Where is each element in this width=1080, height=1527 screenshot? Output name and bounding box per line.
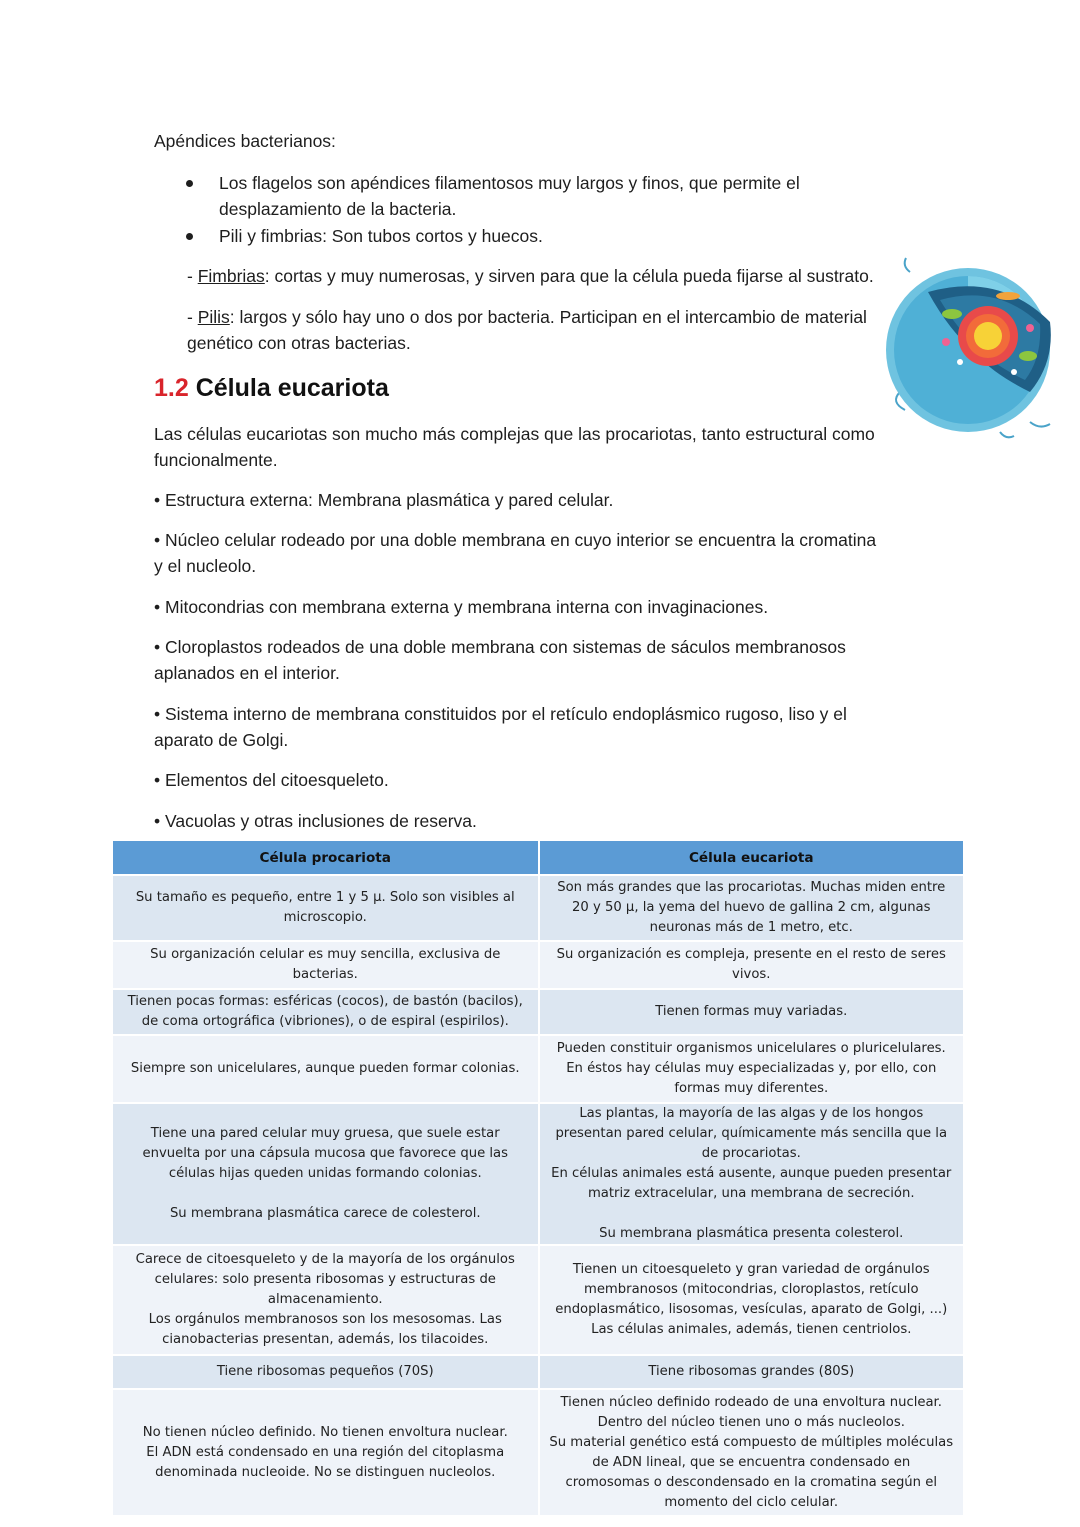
cell-text-line: Tienen núcleo definido rodeado de una envoltura nuclear. <box>560 1394 942 1410</box>
cell-text-line: membranosos (mitocondrias, cloroplastos, retículo <box>583 1282 919 1297</box>
comparison-table <box>113 841 965 1515</box>
cell-text-line: microscopio. <box>283 910 367 925</box>
fimbrias-paragraph: - Fimbrias: cortas y muy numerosas, y sirven para que la célula pueda fijarse al sustrato. <box>187 266 874 286</box>
cell-text-line: de ADN lineal, que se encuentra condensado en <box>592 1454 911 1470</box>
table-row <box>113 875 964 941</box>
cell-prokaryote <box>113 1389 539 1515</box>
appendices-heading: Apéndices bacterianos: <box>154 131 336 151</box>
feature-membrane-system-line1: • Sistema interno de membrana constituidos por el retículo endoplásmico rugoso, liso y el <box>154 704 847 724</box>
cell-text-line: Tienen un citoesqueleto y gran variedad de orgánulos <box>572 1262 930 1277</box>
cell-text-line: formas muy diferentes. <box>674 1081 829 1096</box>
cell-text-line: denominada nucleoide. No se distinguen nucleolos. <box>155 1464 496 1480</box>
cell-text-line: Tiene una pared celular muy gruesa, que suele estar <box>150 1126 500 1141</box>
table-row <box>113 989 964 1035</box>
cell-eukaryote <box>539 1035 965 1103</box>
cell-text-line: Tiene ribosomas pequeños (70S) <box>216 1364 434 1379</box>
pilis-paragraph: - Pilis: largos y sólo hay uno o dos por bacteria. Participan en el intercambio de material <box>187 307 867 327</box>
cell-text-line: Su tamaño es pequeño, entre 1 y 5 μ. Solo son visibles al <box>135 890 515 905</box>
cell-text-line: Los orgánulos membranosos son los mesosomas. Las <box>148 1312 502 1327</box>
cell-text-line: células hijas queden unidas formando colonias. <box>168 1166 482 1181</box>
cell-text-line: Las células animales, además, tienen centriolos. <box>591 1322 912 1337</box>
table-row <box>113 941 964 989</box>
table-row <box>113 1389 964 1515</box>
cell-text-line: 20 y 50 μ, la yema del huevo de gallina 2 cm, algunas <box>571 900 931 915</box>
cell-text-line: No tienen núcleo definido. No tienen envoltura nuclear. <box>142 1424 508 1440</box>
cell-text-line: Tiene ribosomas grandes (80S) <box>648 1364 855 1379</box>
cell-eukaryote <box>539 1245 965 1355</box>
pilis-term: Pilis <box>197 307 230 327</box>
header-prokaryote: Célula procariota <box>113 841 539 875</box>
cell-text-line: cianobacterias presentan, además, los tilacoides. <box>162 1332 489 1347</box>
cell-text-line: Siempre son unicelulares, aunque pueden formar colonias. <box>130 1061 520 1076</box>
feature-chloroplasts-line1: • Cloroplastos rodeados de una doble membrana con sistemas de sáculos membranosos <box>154 637 846 657</box>
feature-nucleus-line1: • Núcleo celular rodeado por una doble membrana en cuyo interior se encuentra la cromatina <box>154 530 877 550</box>
cell-text-line: momento del ciclo celular. <box>664 1494 839 1510</box>
feature-external-structure: • Estructura externa: Membrana plasmática y pared celular. <box>154 490 614 510</box>
intro-line2: funcionalmente. <box>154 450 278 470</box>
cell-text-line: El ADN está condensado en una región del citoplasma <box>146 1444 505 1460</box>
table-row <box>113 1035 964 1103</box>
cell-prokaryote <box>113 941 539 989</box>
fimbrias-term: Fimbrias <box>197 266 265 286</box>
cell-text-line: Dentro del núcleo tienen uno o más nucleolos. <box>597 1414 905 1430</box>
section-number: 1.2 <box>154 374 189 402</box>
section-title: Célula eucariota <box>195 374 389 402</box>
cell-text-line: En células animales está ausente, aunque pueden presentar <box>551 1166 952 1181</box>
cell-text-line: de procariotas. <box>701 1146 801 1161</box>
cell-eukaryote <box>539 1103 965 1245</box>
cell-text-line: almacenamiento. <box>267 1292 383 1307</box>
feature-membrane-system-line2: aparato de Golgi. <box>154 730 289 750</box>
bullet-pili: Pili y fimbrias: Son tubos cortos y huecos. <box>219 226 543 246</box>
header-eukaryote: Célula eucariota <box>539 841 965 875</box>
cell-text-line: En éstos hay células muy especializadas y, por ello, con <box>566 1061 937 1076</box>
table-header-row <box>113 841 964 875</box>
cell-prokaryote <box>113 875 539 941</box>
section-heading <box>154 370 389 406</box>
cell-text-line: Carece de citoesqueleto y de la mayoría de los orgánulos <box>135 1252 515 1267</box>
cell-text-line: Las plantas, la mayoría de las algas y de los hongos <box>579 1106 924 1121</box>
table-body <box>113 875 964 1515</box>
cell-eukaryote <box>539 875 965 941</box>
cell-text-line: bacterias. <box>292 967 358 982</box>
bullet-flagelos-line1: Los flagelos son apéndices filamentosos muy largos y finos, que permite el <box>219 173 800 193</box>
cell-text-line: endoplasmático, lisosomas, vesículas, aparato de Golgi, ...) <box>555 1302 948 1317</box>
bullet-dot <box>186 233 193 240</box>
cell-text-line: Su organización es compleja, presente en el resto de seres <box>556 947 946 962</box>
cell-text-line: envuelta por una cápsula mucosa que favorece que las <box>142 1146 508 1161</box>
cell-text-line: cromosomas o descondensado en la cromatina según el <box>565 1474 937 1490</box>
cell-text-line: de coma ortográfica (vibriones), o de espiral (espirilos). <box>141 1014 509 1029</box>
cell-text-line: Su material genético está compuesto de múltiples moléculas <box>549 1434 954 1450</box>
cell-text-line: Su membrana plasmática presenta colesterol. <box>599 1226 904 1241</box>
table-row <box>113 1245 964 1355</box>
cell-eukaryote <box>539 1355 965 1389</box>
cell-prokaryote <box>113 1355 539 1389</box>
intro-line1: Las células eucariotas son mucho más complejas que las procariotas, tanto estructural como <box>154 424 875 444</box>
pilis-text: : largos y sólo hay uno o dos por bacteria. Participan en el intercambio de material <box>229 307 867 327</box>
cell-prokaryote <box>113 1103 539 1245</box>
cell-eukaryote <box>539 941 965 989</box>
eukaryotic-cell-illustration <box>880 252 1066 448</box>
cell-eukaryote <box>539 989 965 1035</box>
bullet-flagelos-line2: desplazamiento de la bacteria. <box>219 199 457 219</box>
bullet-dot <box>186 180 193 187</box>
cell-prokaryote <box>113 1245 539 1355</box>
feature-cytoskeleton: • Elementos del citoesqueleto. <box>154 770 389 790</box>
table-row <box>113 1103 964 1245</box>
cell-text-line: Pueden constituir organismos unicelulares o pluricelulares. <box>556 1041 946 1056</box>
fimbrias-text: : cortas y muy numerosas, y sirven para que la célula pueda fijarse al sustrato. <box>264 266 874 286</box>
cell-text-line: Su organización celular es muy sencilla, exclusiva de <box>150 947 501 962</box>
cell-text-line: matriz extracelular, una membrana de secreción. <box>587 1186 915 1201</box>
feature-chloroplasts-line2: aplanados en el interior. <box>154 663 340 683</box>
feature-nucleus-line2: y el nucleolo. <box>154 556 257 576</box>
cell-text-line: Su membrana plasmática carece de colesterol. <box>169 1206 481 1221</box>
cell-text-line: Son más grandes que las procariotas. Muchas miden entre <box>557 880 946 895</box>
cell-eukaryote <box>539 1389 965 1515</box>
table-row <box>113 1355 964 1389</box>
cell-text-line: celulares: solo presenta ribosomas y estructuras de <box>154 1272 496 1287</box>
cell-text-line: Tienen formas muy variadas. <box>655 1004 848 1019</box>
cell-text-line: Tienen pocas formas: esféricas (cocos), de bastón (bacilos), <box>127 994 523 1009</box>
feature-vacuoles: • Vacuolas y otras inclusiones de reserva. <box>154 811 477 831</box>
cell-prokaryote <box>113 989 539 1035</box>
feature-mitochondria: • Mitocondrias con membrana externa y membrana interna con invaginaciones. <box>154 597 769 617</box>
cell-text-line: vivos. <box>732 967 771 982</box>
cell-text-line: neuronas más de 1 metro, etc. <box>649 920 853 935</box>
cell-prokaryote <box>113 1035 539 1103</box>
cell-text-line: presentan pared celular, químicamente más sencilla que la <box>555 1126 948 1141</box>
pilis-line2: genético con otras bacterias. <box>187 333 411 353</box>
